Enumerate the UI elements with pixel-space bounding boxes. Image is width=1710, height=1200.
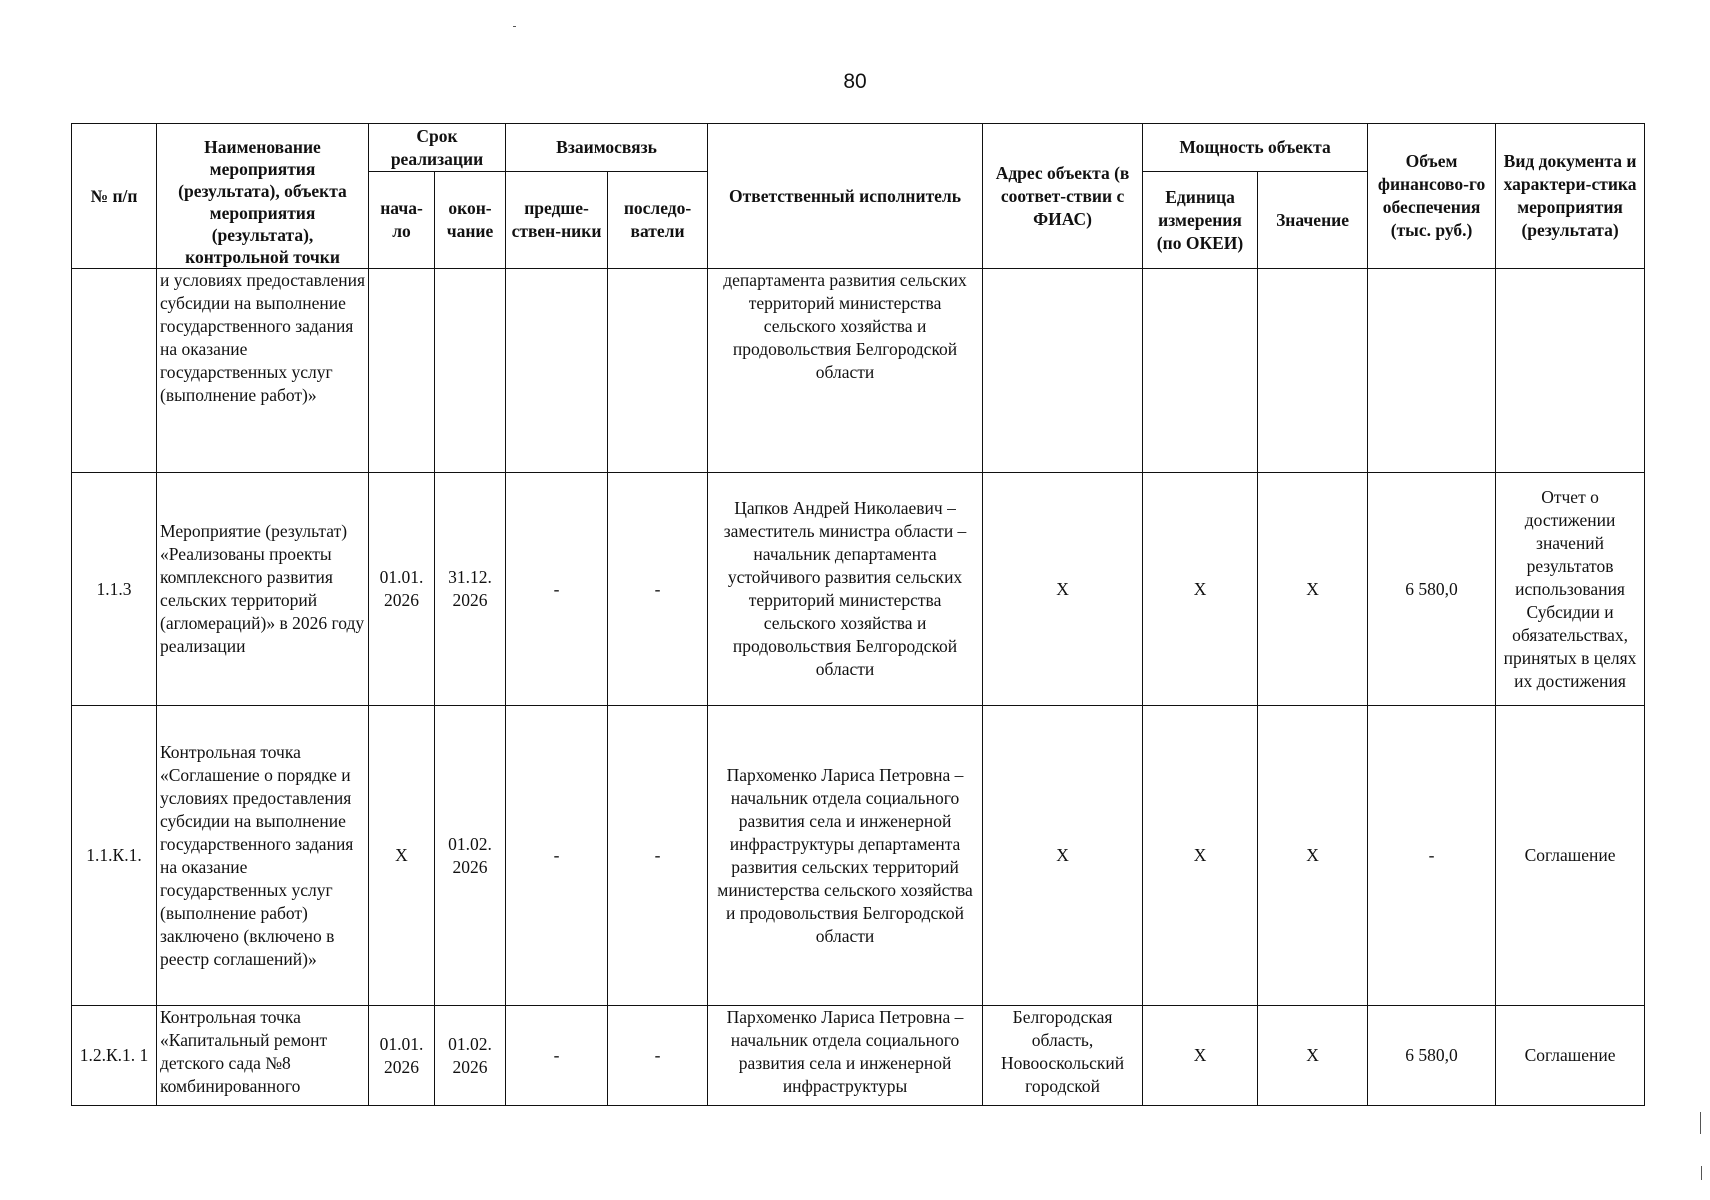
- row-predecessors: [506, 269, 608, 473]
- header-document: Вид документа и характери-стика мероприятия (результата): [1496, 124, 1645, 269]
- row-successors: -: [608, 473, 708, 706]
- row-end: [435, 269, 506, 473]
- row-finance: [1368, 269, 1496, 473]
- header-relation: Взаимосвязь: [506, 124, 708, 172]
- row-address: Белгородская область, Новооскольский городской: [983, 1006, 1143, 1106]
- row-successors: -: [608, 1006, 708, 1106]
- row-responsible: департамента развития сельских территорий министерства сельского хозяйства и продовольствия Белгородской области: [708, 269, 983, 473]
- header-name: Наименование мероприятия (результата), объекта мероприятия (результата), контрольной точки: [157, 124, 369, 269]
- activity-table: [71, 123, 1645, 1106]
- row-num: 1.2.К.1. 1: [72, 1006, 157, 1106]
- header-start: нача-ло: [369, 172, 435, 269]
- row-unit: [1143, 269, 1258, 473]
- row-end: 31.12. 2026: [435, 473, 506, 706]
- row-finance: -: [1368, 706, 1496, 1006]
- page-number: 80: [843, 70, 867, 93]
- scan-mark: [513, 26, 516, 27]
- header-successors: последо-ватели: [608, 172, 708, 269]
- table-row: [72, 706, 1645, 1006]
- row-end: 01.02. 2026: [435, 1006, 506, 1106]
- row-end: 01.02. 2026: [435, 706, 506, 1006]
- row-document: Отчет о достижении значений результатов использования Субсидии и обязательствах, принятых в целях их достижения: [1496, 473, 1645, 706]
- row-unit: X: [1143, 1006, 1258, 1106]
- row-value: X: [1258, 1006, 1368, 1106]
- header-unit: Единица измерения (по ОКЕИ): [1143, 172, 1258, 269]
- row-responsible: Пархоменко Лариса Петровна – начальник отдела социального развития села и инженерной инфраструктуры: [708, 1006, 983, 1106]
- row-unit: X: [1143, 473, 1258, 706]
- row-name: Контрольная точка «Капитальный ремонт детского сада №8 комбинированного: [157, 1006, 369, 1106]
- row-value: X: [1258, 473, 1368, 706]
- table-row: [72, 269, 1645, 473]
- scan-mark: [1701, 1166, 1702, 1180]
- row-start: 01.01. 2026: [369, 1006, 435, 1106]
- row-document: Соглашение: [1496, 1006, 1645, 1106]
- row-num: 1.1.3: [72, 473, 157, 706]
- header-end: окон-чание: [435, 172, 506, 269]
- header-responsible: Ответственный исполнитель: [708, 124, 983, 269]
- row-address: X: [983, 706, 1143, 1006]
- scan-mark: [1700, 1112, 1701, 1134]
- row-successors: [608, 269, 708, 473]
- row-predecessors: -: [506, 473, 608, 706]
- row-document: Соглашение: [1496, 706, 1645, 1006]
- row-start: X: [369, 706, 435, 1006]
- table-row: [72, 1006, 1645, 1106]
- row-value: [1258, 269, 1368, 473]
- row-num: 1.1.К.1.: [72, 706, 157, 1006]
- header-predecessors: предше-ствен-ники: [506, 172, 608, 269]
- header-capacity: Мощность объекта: [1143, 124, 1368, 172]
- row-responsible: Пархоменко Лариса Петровна – начальник отдела социального развития села и инженерной инфраструктуры департамента развития сельских территорий министерства сельского хозяйства и продовольствия Белгородской области: [708, 706, 983, 1006]
- row-name: и условиях предоставления субсидии на выполнение государственного задания на оказание государственных услуг (выполнение работ)»: [157, 269, 369, 473]
- row-predecessors: -: [506, 1006, 608, 1106]
- row-finance: 6 580,0: [1368, 473, 1496, 706]
- row-start: [369, 269, 435, 473]
- header-address: Адрес объекта (в соответ-ствии с ФИАС): [983, 124, 1143, 269]
- row-name: Мероприятие (результат) «Реализованы проекты комплексного развития сельских территорий (агломераций)» в 2026 году реализации: [157, 473, 369, 706]
- row-address: X: [983, 473, 1143, 706]
- row-responsible: Цапков Андрей Николаевич – заместитель министра области – начальник департамента устойчивого развития сельских территорий министерства сельского хозяйства и продовольствия Белгородской области: [708, 473, 983, 706]
- row-value: X: [1258, 706, 1368, 1006]
- row-successors: -: [608, 706, 708, 1006]
- row-name: Контрольная точка «Соглашение о порядке и условиях предоставления субсидии на выполнение государственного задания на оказание государственных услуг (выполнение работ) заключено (включено в реестр соглашений)»: [157, 706, 369, 1006]
- header-value: Значение: [1258, 172, 1368, 269]
- row-predecessors: -: [506, 706, 608, 1006]
- row-num: [72, 269, 157, 473]
- row-unit: X: [1143, 706, 1258, 1006]
- table-row: [72, 473, 1645, 706]
- header-finance: Объем финансово-го обеспечения (тыс. руб.): [1368, 124, 1496, 269]
- header-num: № п/п: [72, 124, 157, 269]
- row-finance: 6 580,0: [1368, 1006, 1496, 1106]
- row-address: [983, 269, 1143, 473]
- row-start: 01.01. 2026: [369, 473, 435, 706]
- header-term: Срок реализации: [369, 124, 506, 172]
- row-document: [1496, 269, 1645, 473]
